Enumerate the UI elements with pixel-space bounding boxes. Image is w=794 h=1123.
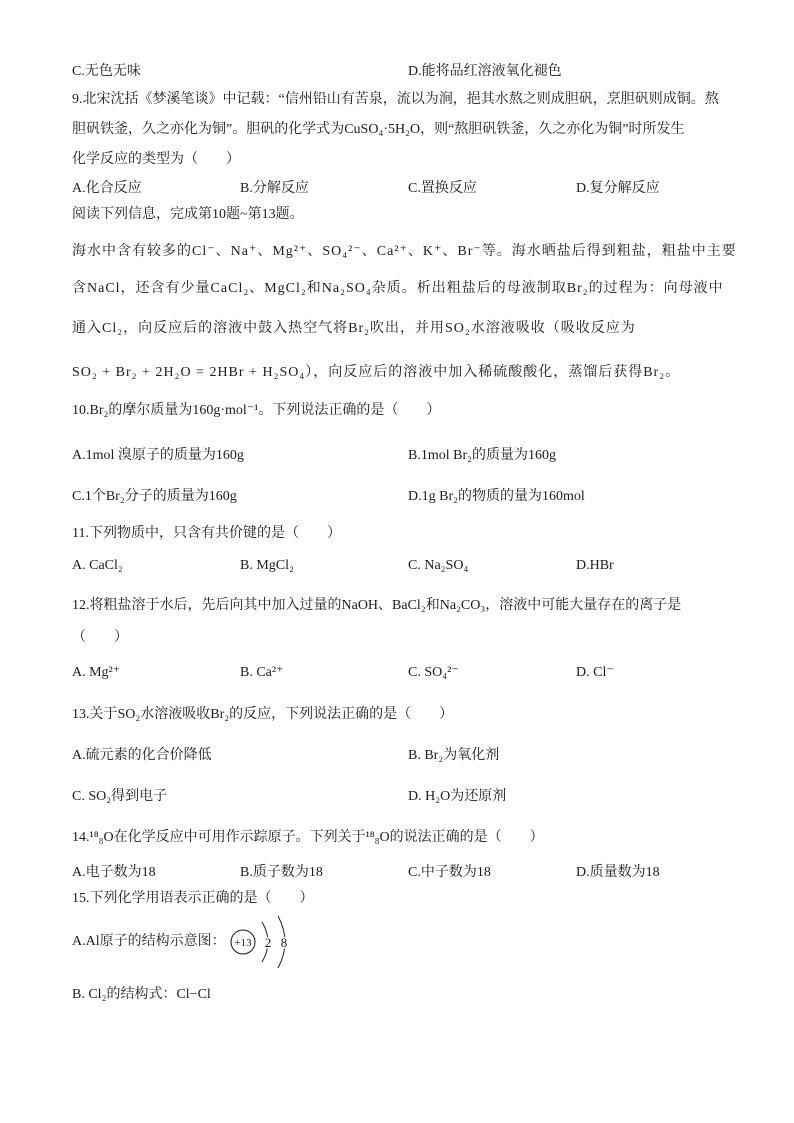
q9-option-b: B.分解反应 — [240, 181, 309, 196]
passage-line-3: 通入Cl₂，向反应后的溶液中鼓入热空气将Br₂吹出，并用SO₂水溶液吸收（吸收反应为 — [72, 321, 636, 336]
passage-line-1: 海水中含有较多的Cl⁻、Na⁺、Mg²⁺、SO₄²⁻、Ca²⁺、K⁺、Br⁻等。海水晒盐后得到粗盐，粗盐中主要 — [72, 244, 737, 259]
q14-option-c: C.中子数为18 — [408, 865, 491, 880]
reading-intro: 阅读下列信息，完成第10题~第13题。 — [72, 207, 304, 222]
q12-stem-line-2: （ ） — [72, 630, 128, 645]
q14-option-d: D.质量数为18 — [576, 865, 660, 880]
q14-option-b: B.质子数为18 — [240, 865, 323, 880]
al-atom-structure-diagram — [226, 912, 298, 968]
q8-option-d: D.能将品红溶液氧化褪色 — [408, 64, 562, 79]
q14-stem: 14.¹⁸₈O在化学反应中可用作示踪原子。下列关于¹⁸₈O的说法正确的是（ ） — [72, 830, 544, 845]
passage-line-4: SO₂ + Br₂ + 2H₂O = 2HBr + H₂SO₄），向反应后的溶液中加入稀硫酸酸化，蒸馏后获得Br₂。 — [72, 365, 681, 380]
q12-option-a: A. Mg²⁺ — [72, 665, 121, 680]
q15-option-a-label: A.Al原子的结构示意图： — [72, 934, 226, 949]
q11-option-c: C. Na₂SO₄ — [408, 558, 469, 573]
q10-option-a: A.1mol 溴原子的质量为160g — [72, 448, 244, 463]
q12-stem-line-1: 12.将粗盐溶于水后，先后向其中加入过量的NaOH、BaCl₂和Na₂CO₃，溶液中可能大量存在的离子是 — [72, 598, 682, 613]
q13-option-c: C. SO₂得到电子 — [72, 789, 168, 804]
q10-option-b: B.1mol Br₂的质量为160g — [408, 448, 556, 463]
shell-2-electrons: 8 — [280, 935, 288, 950]
q9-stem-line-1: 9.北宋沈括《梦溪笔谈》中记载：“信州铅山有苦泉，流以为涧，挹其水熬之则成胆矾，烹胆矾则成铜。熬 — [72, 92, 719, 107]
nucleus-charge: +13 — [234, 937, 252, 949]
q8-option-c: C.无色无味 — [72, 64, 141, 79]
q9-option-d: D.复分解反应 — [576, 181, 660, 196]
q10-stem: 10.Br₂的摩尔质量为160g·mol⁻¹。下列说法正确的是（ ） — [72, 403, 441, 418]
q11-option-b: B. MgCl₂ — [240, 558, 294, 573]
q9-stem-line-3: 化学反应的类型为（ ） — [72, 152, 240, 167]
q12-option-b: B. Ca²⁺ — [240, 665, 284, 680]
q14-option-a: A.电子数为18 — [72, 865, 156, 880]
q11-option-a: A. CaCl₂ — [72, 558, 123, 573]
q10-option-c: C.1个Br₂分子的质量为160g — [72, 489, 237, 504]
q10-option-d: D.1g Br₂的物质的量为160mol — [408, 489, 585, 504]
q13-option-b: B. Br₂为氧化剂 — [408, 748, 500, 763]
q11-option-d: D.HBr — [576, 558, 614, 573]
q15-option-b: B. Cl₂的结构式：Cl−Cl — [72, 987, 211, 1002]
q13-option-d: D. H₂O为还原剂 — [408, 789, 507, 804]
q12-option-c: C. SO₄²⁻ — [408, 665, 459, 680]
passage-line-2: 含NaCl，还含有少量CaCl₂、MgCl₂和Na₂SO₄杂质。析出粗盐后的母液制取Br₂的过程为：向母液中 — [72, 281, 724, 296]
q13-option-a: A.硫元素的化合价降低 — [72, 748, 212, 763]
q9-stem-line-2: 胆矾铁釜，久之亦化为铜”。胆矾的化学式为CuSO₄·5H₂O，则“熬胆矾铁釜，久之亦化为铜”时所发生 — [72, 122, 685, 137]
q11-stem: 11.下列物质中，只含有共价键的是（ ） — [72, 526, 341, 541]
q13-stem: 13.关于SO₂水溶液吸收Br₂的反应，下列说法正确的是（ ） — [72, 707, 454, 722]
q9-option-a: A.化合反应 — [72, 181, 142, 196]
shell-1-electrons: 2 — [264, 935, 272, 950]
q12-option-d: D. Cl⁻ — [576, 665, 614, 680]
q9-option-c: C.置换反应 — [408, 181, 477, 196]
q15-stem: 15.下列化学用语表示正确的是（ ） — [72, 891, 314, 906]
